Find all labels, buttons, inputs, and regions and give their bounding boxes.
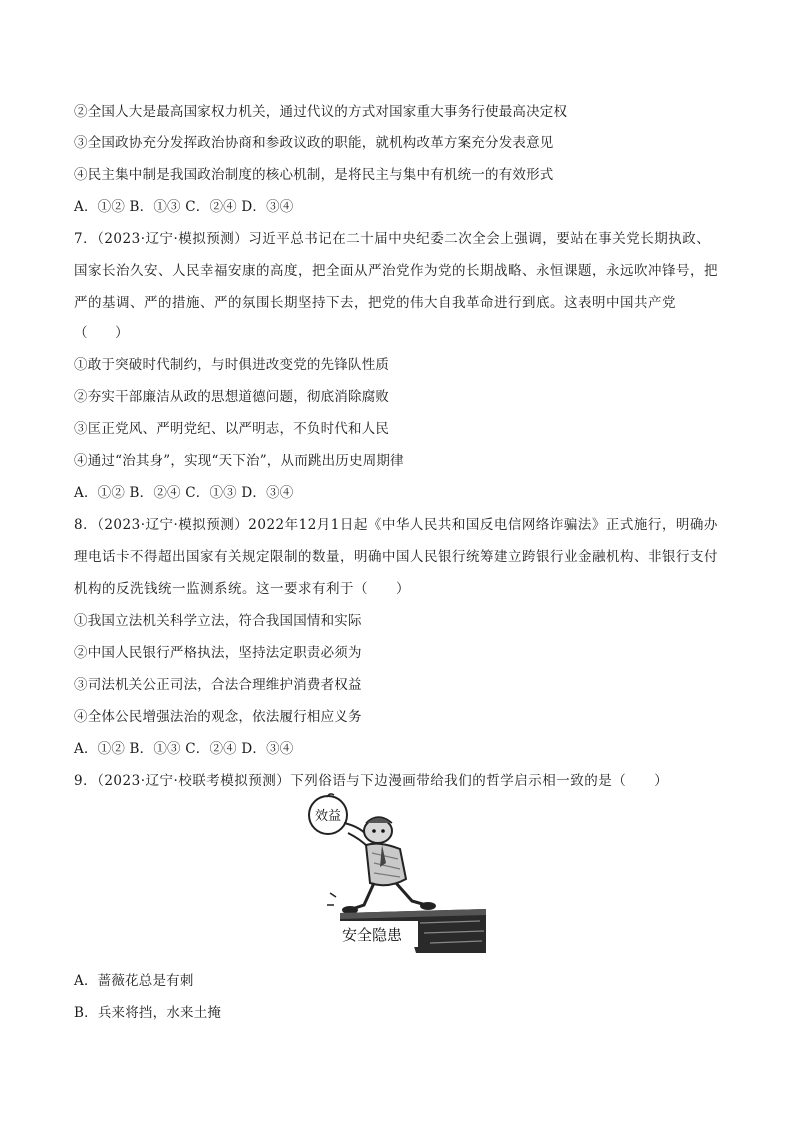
q7-answer-choices: A．①② B．②④ C．①③ D．③④ bbox=[74, 485, 294, 501]
cartoon-label-benefit: 效益 bbox=[314, 809, 342, 824]
cliff-edge bbox=[328, 909, 486, 953]
q8-stem-line-2: 理电话卡不得超出国家有关规定限制的数量，明确中国人民银行统筹建立跨银行业金融机构、非银行支付 bbox=[74, 549, 718, 565]
q9-option-b: B．兵来将挡，水来土掩 bbox=[74, 1005, 222, 1021]
q7-option-2: ②夯实干部廉洁从政的思想道德问题，彻底消除腐败 bbox=[74, 389, 390, 405]
q7-option-1: ①敢于突破时代制约，与时俱进改变党的先锋队性质 bbox=[74, 357, 390, 373]
q8-option-4: ④全体公民增强法治的观念，依法履行相应义务 bbox=[74, 709, 362, 725]
cartoon-label-safety-hazard: 安全隐患 bbox=[341, 926, 403, 944]
q7-option-3: ③匡正党风、严明党纪、以严明志，不负时代和人民 bbox=[74, 421, 390, 437]
q8-stem-line-1: 8．（2023·辽宁·模拟预测）2022年12月1日起《中华人民共和国反电信网络诈骗法》正式施行，明确办 bbox=[74, 517, 718, 533]
q7-stem-line-2: 国家长治久安、人民幸福安康的高度，把全面从严治党作为党的长期战略、永恒课题，永远吹冲锋号，把 bbox=[74, 263, 718, 279]
q6-option-2: ②全国人大是最高国家权力机关，通过代议的方式对国家重大事务行使最高决定权 bbox=[74, 104, 568, 120]
q9-stem: 9．（2023·辽宁·校联考模拟预测）下列俗语与下边漫画带给我们的哲学启示相一致的是（ ） bbox=[74, 773, 669, 789]
q7-option-4: ④通过“治其身”，实现“天下治”，从而跳出历史周期律 bbox=[74, 453, 404, 469]
q9-cartoon bbox=[300, 793, 486, 953]
man-figure bbox=[327, 817, 436, 914]
q6-option-3: ③全国政协充分发挥政治协商和参政议政的职能，就机构改革方案充分发表意见 bbox=[74, 135, 554, 151]
q7-stem-line-1: 7．（2023·辽宁·模拟预测）习近平总书记在二十届中央纪委二次全会上强调，要站在事关党长期执政、 bbox=[74, 231, 711, 247]
q8-answer-choices: A．①② B．①③ C．②④ D．③④ bbox=[74, 741, 294, 757]
benefit-apple-icon bbox=[309, 794, 347, 834]
q6-option-4: ④民主集中制是我国政治制度的核心机制，是将民主与集中有机统一的有效形式 bbox=[74, 167, 554, 183]
q8-option-3: ③司法机关公正司法，合法合理维护消费者权益 bbox=[74, 677, 362, 693]
q8-stem-line-3: 机构的反洗钱统一监测系统。这一要求有利于（ ） bbox=[74, 581, 410, 597]
q8-option-2: ②中国人民银行严格执法，坚持法定职责必须为 bbox=[74, 645, 362, 661]
q7-stem-line-3: 严的基调、严的措施、严的氛围长期坚持下去，把党的伟大自我革命进行到底。这表明中国共产党 bbox=[74, 295, 676, 311]
q7-answer-blank: （ ） bbox=[74, 325, 129, 341]
q9-option-a: A．蔷薇花总是有刺 bbox=[74, 973, 194, 989]
q6-answer-choices: A．①② B．①③ C．②④ D．③④ bbox=[74, 199, 294, 215]
q8-option-1: ①我国立法机关科学立法，符合我国国情和实际 bbox=[74, 613, 362, 629]
